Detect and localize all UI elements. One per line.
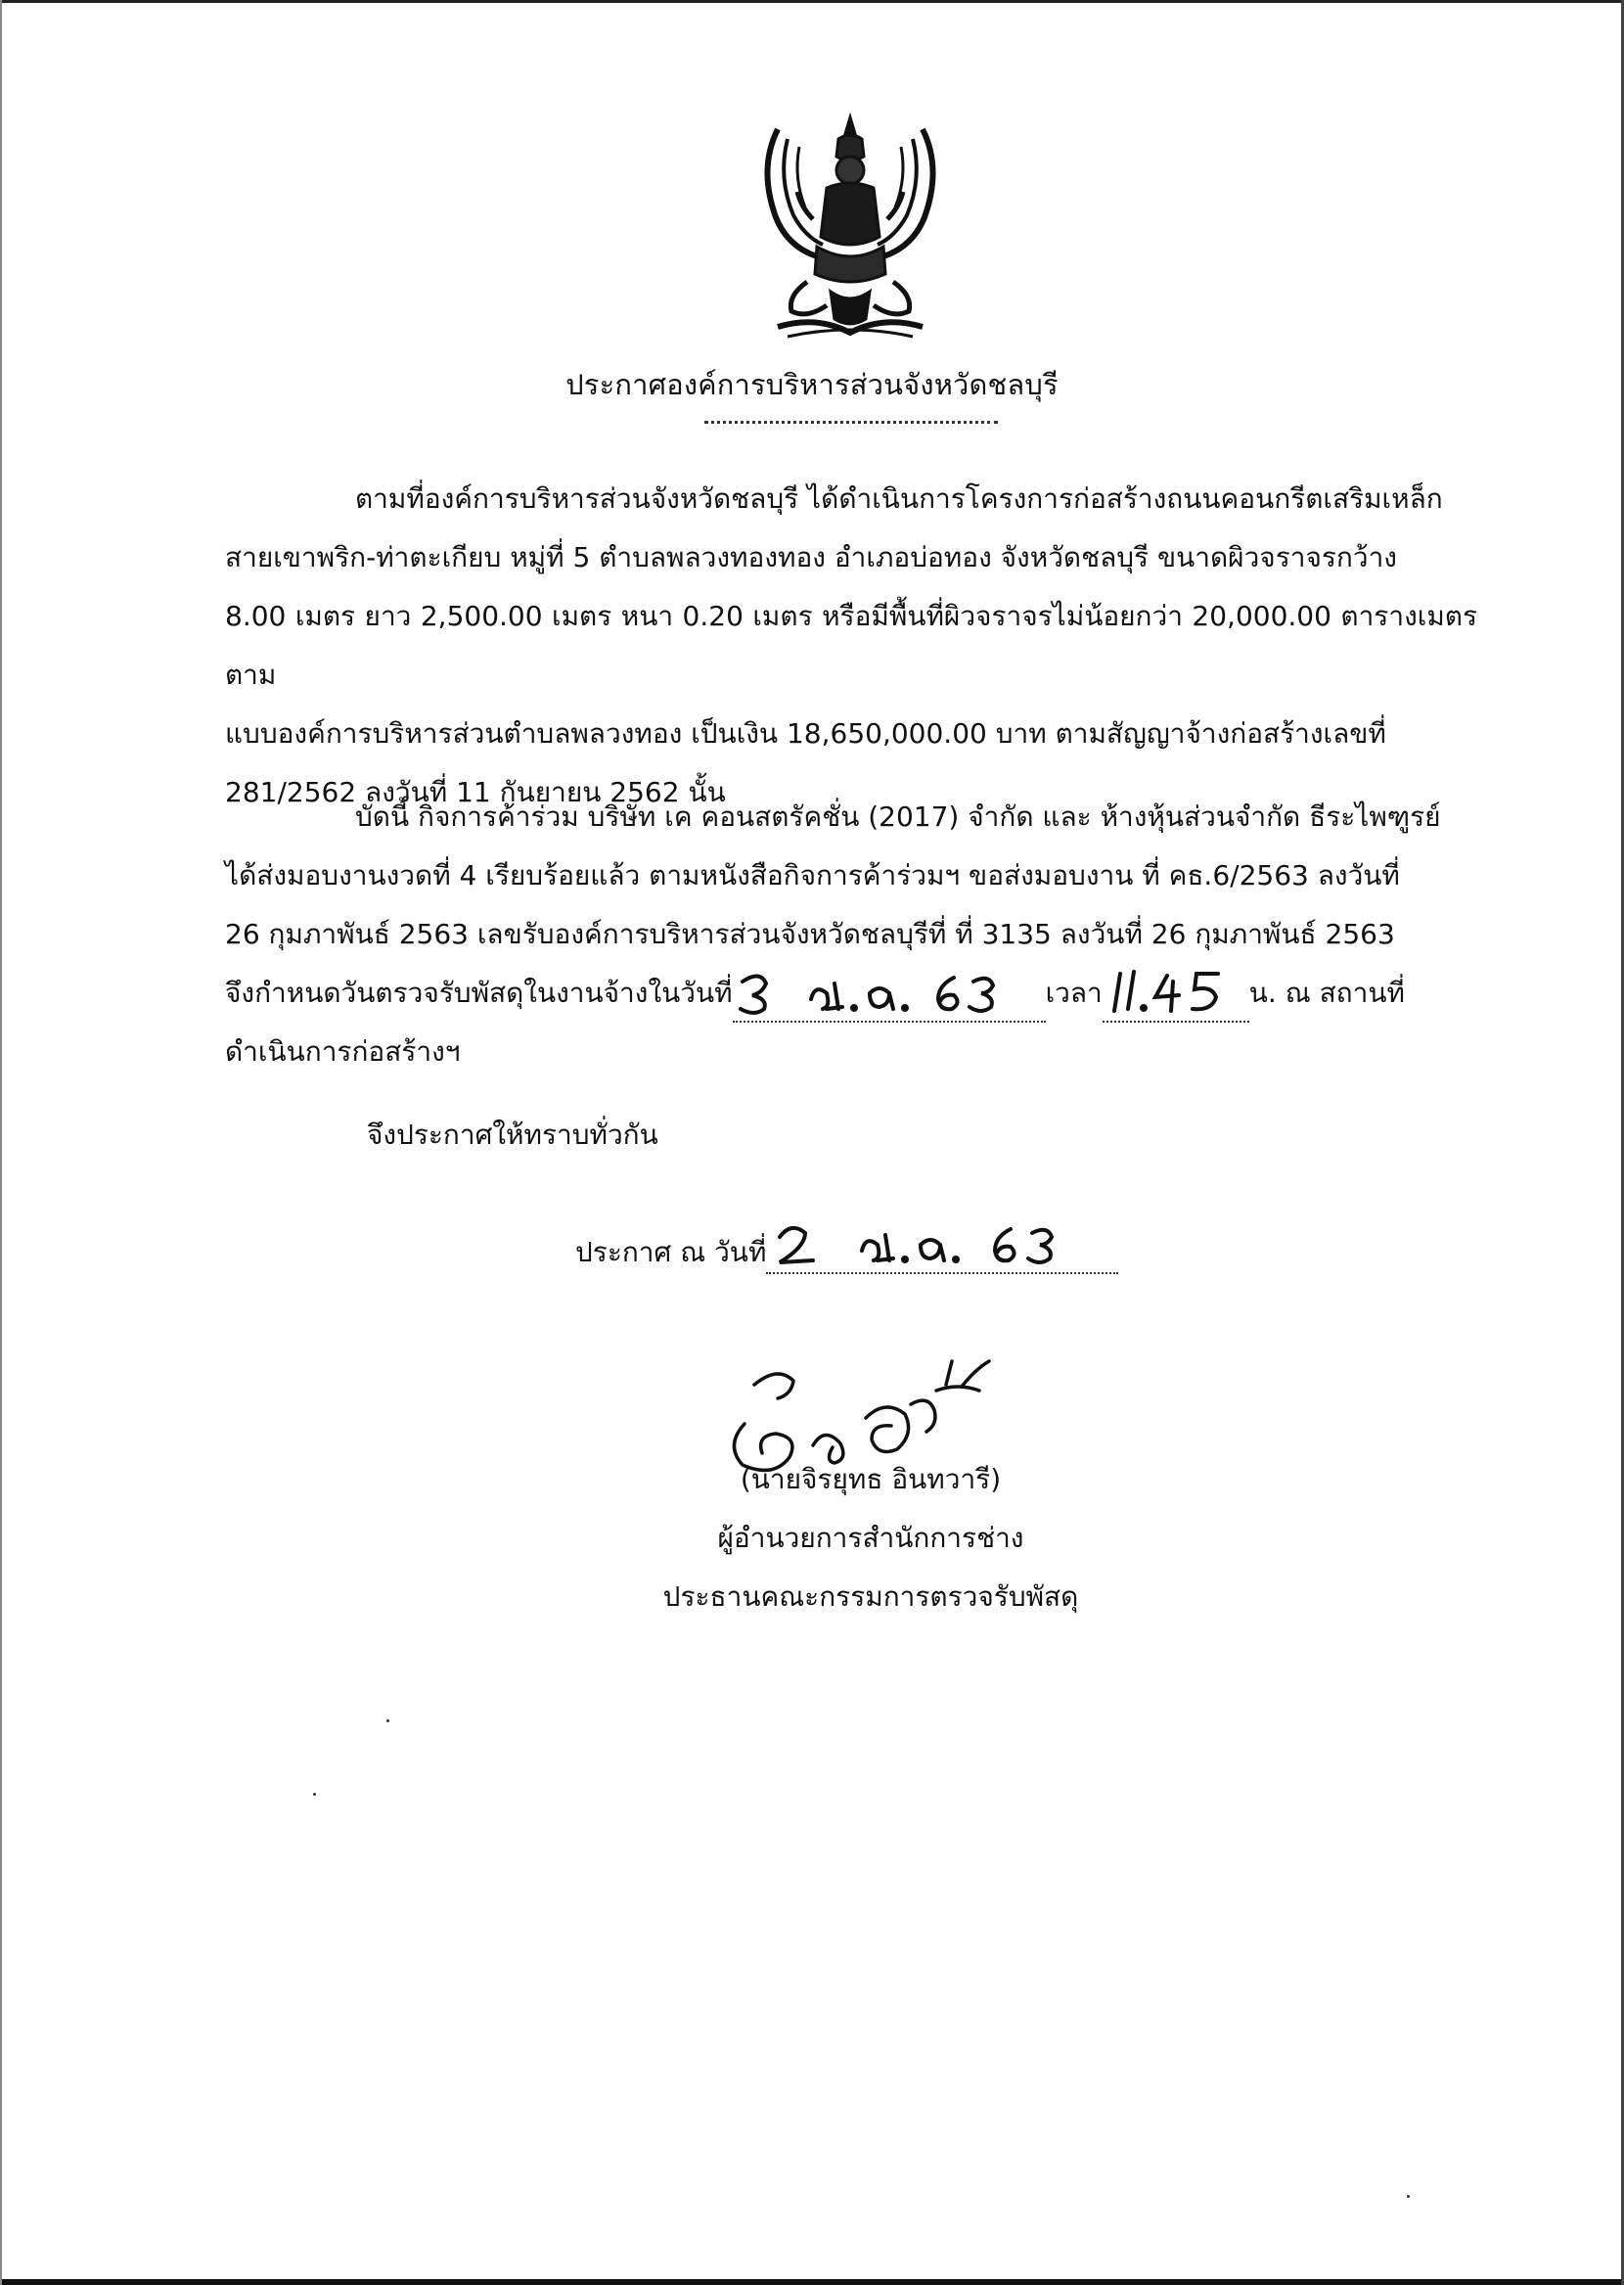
signer-position: ผู้อำนวยการสำนักการช่าง xyxy=(717,1522,1024,1554)
paragraph1-line: 281/2562 ลงวันที่ 11 กันยายน 2562 นั้น xyxy=(225,776,726,808)
paragraph1-line: สายเขาพริก-ท่าตะเกียบ หมู่ที่ 5 ตำบลพลวงทองทอง อำเภอบ่อทอง จังหวัดชลบุรี ขนาดผิวจราจรกว้าง xyxy=(225,541,1397,573)
inspection-time-handwriting xyxy=(1103,964,1249,1019)
paragraph1-line: แบบองค์การบริหารส่วนตำบลพลวงทอง เป็นเงิน 18,650,000.00 บาท ตามสัญญาจ้างก่อสร้างเลขที่ xyxy=(225,717,1386,750)
inspection-date-label: จึงกำหนดวันตรวจรับพัสดุในงานจ้างในวันที่ xyxy=(225,977,733,1009)
inspection-date-field xyxy=(733,987,1046,1023)
issued-date-handwriting xyxy=(766,1215,1118,1270)
paragraph2-line-inspection xyxy=(225,964,1477,1023)
issued-date-label: ประกาศ ณ วันที่ xyxy=(575,1236,767,1268)
issued-date-line xyxy=(575,1231,1118,1274)
announcement-text: จึงประกาศให้ทราบทั่วกัน xyxy=(367,1119,658,1151)
paragraph-delivery-notice xyxy=(225,788,1477,1081)
signer-role: ประธานคณะกรรมการตรวจรับพัสดุ xyxy=(662,1580,1079,1613)
title-dotted-divider xyxy=(704,421,998,424)
issued-date-field xyxy=(766,1239,1118,1274)
inspection-date-handwriting xyxy=(733,964,1046,1019)
scan-speck xyxy=(386,1719,389,1722)
scan-edge-top xyxy=(0,0,1624,3)
paragraph1-line: 8.00 เมตร ยาว 2,500.00 เมตร หนา 0.20 เมตร หรือมีพื้นที่ผิวจราจรไม่น้อยกว่า 20,000.00 ตารางเมตร ตาม xyxy=(225,600,1477,691)
inspection-location-text: น. ณ สถานที่ xyxy=(1248,977,1405,1009)
paragraph2-line: 26 กุมภาพันธ์ 2563 เลขรับองค์การบริหารส่วนจังหวัดชลบุรีที่ ที่ 3135 ลงวันที่ 26 กุมภาพันธ์ 2563 xyxy=(225,918,1395,950)
garuda-emblem-icon xyxy=(748,110,952,344)
scan-speck xyxy=(313,1793,316,1796)
paragraph2-line: บัดนี้ กิจการค้าร่วม บริษัท เค คอนสตรัคชั่น (2017) จำกัด และ ห้างหุ้นส่วนจำกัด ธีระไพฑูรย์ xyxy=(355,800,1441,833)
scan-speck xyxy=(1407,2195,1410,2198)
document-title: ประกาศองค์การบริหารส่วนจังหวัดชลบุรี xyxy=(565,368,1059,401)
inspection-time-label: เวลา xyxy=(1045,977,1103,1009)
paragraph1-line: ตามที่องค์การบริหารส่วนจังหวัดชลบุรี ได้ดำเนินการโครงการก่อสร้างถนนคอนกรีตเสริมเหล็ก xyxy=(355,482,1443,515)
signer-name: (นายจิรยุทธ อินทวารี) xyxy=(740,1463,1002,1495)
paragraph2-line: ได้ส่งมอบงานงวดที่ 4 เรียบร้อยแล้ว ตามหนังสือกิจการค้าร่วมฯ ขอส่งมอบงาน ที่ คธ.6/2563 ลงวันที่ xyxy=(225,859,1400,891)
paragraph2-line: ดำเนินการก่อสร้างฯ xyxy=(225,1035,461,1068)
paragraph-project-background xyxy=(225,470,1477,822)
scan-edge-bottom xyxy=(0,2279,1624,2285)
inspection-time-field xyxy=(1103,987,1249,1023)
scan-edge-left xyxy=(0,0,2,2285)
